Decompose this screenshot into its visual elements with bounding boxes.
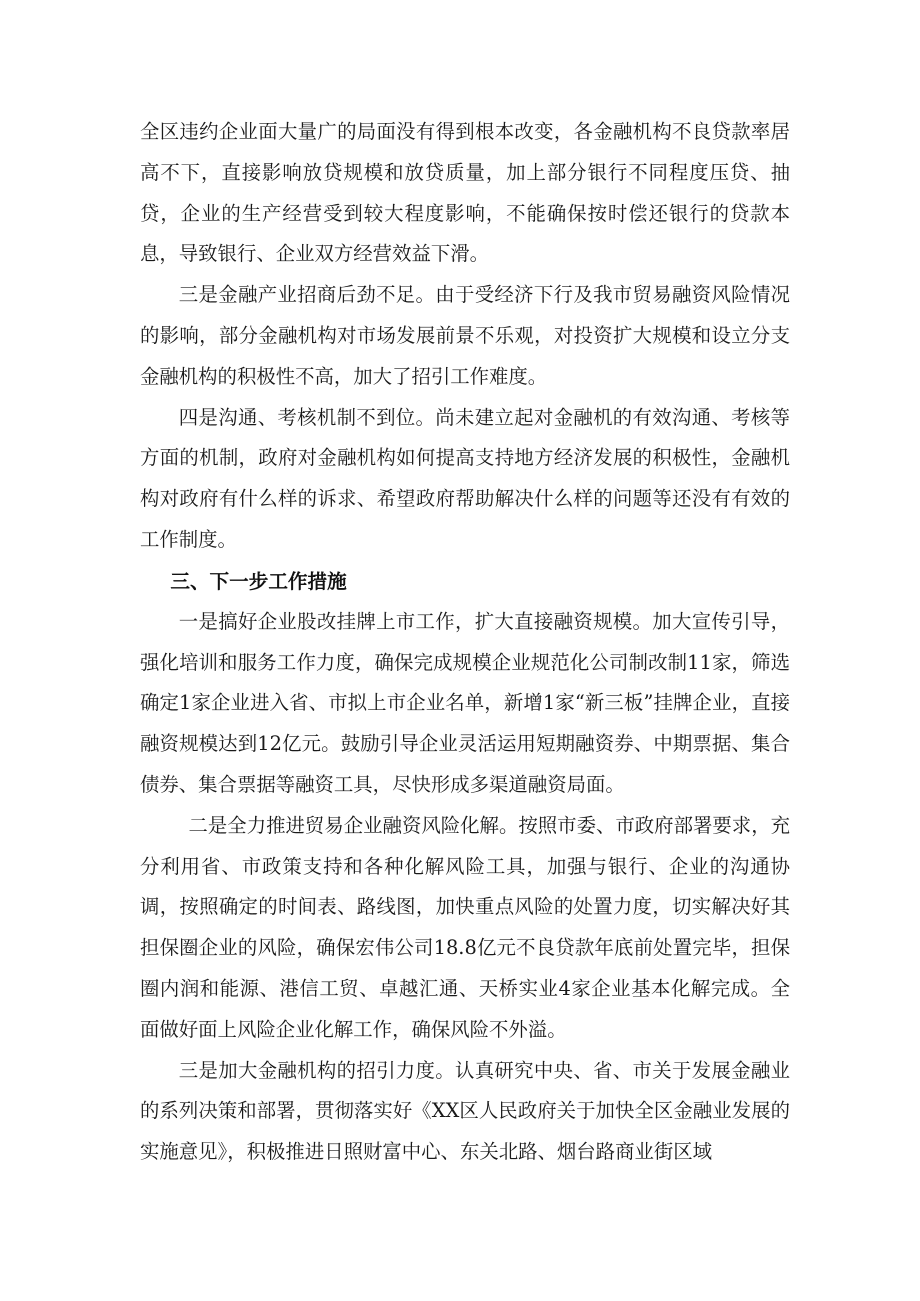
section-heading: 三、下一步工作措施 xyxy=(170,569,347,593)
paragraph-continued: 全区违约企业面大量广的局面没有得到根本改变，各金融机构不良贷款率居高不下，直接影响放贷规模和放贷质量，加上部分银行不同程度压贷、抽贷，企业的生产经营受到较大程度影响，不能确保按时偿还银行的贷款本息，导致银行、企业双方经营效益下滑。 xyxy=(140,120,790,266)
measure-two: 二是全力推进贸易企业融资风险化解。按照市委、市政府部署要求，充分利用省、市政策支持和各种化解风险工具，加强与银行、企业的沟通协调，按照确定的时间表、路线图，加快重点风险的处置力度，切实解决好其担保圈企业的风险，确保宏伟公司18.8亿元不良贷款年底前处置完毕，担保圈内润和能源、港信工贸、卓越汇通、天桥实业4家企业基本化解完成。全面做好面上风险企业化解工作，确保风险不外溢。 xyxy=(140,813,790,1041)
measure-three: 三是加大金融机构的招引力度。认真研究中央、省、市关于发展金融业的系列决策和部署，贯彻落实好《XX区人民政府关于加快全区金融业发展的实施意见》，积极推进日照财富中心、东关北路、烟台路商业街区域 xyxy=(140,1058,790,1164)
measure-one: 一是搞好企业股改挂牌上市工作，扩大直接融资规模。加大宣传引导，强化培训和服务工作力度，确保完成规模企业规范化公司制改制11家，筛选确定1家企业进入省、市拟上市企业名单，新增1家“新三板”挂牌企业，直接融资规模达到12亿元。鼓励引导企业灵活运用短期融资券、中期票据、集合债券、集合票据等融资工具，尽快形成多渠道融资局面。 xyxy=(140,609,790,796)
document-body xyxy=(140,112,790,1173)
paragraph-point-three: 三是金融产业招商后劲不足。由于受经济下行及我市贸易融资风险情况的影响，部分金融机构对市场发展前景不乐观，对投资扩大规模和设立分支金融机构的积极性不高，加大了招引工作难度。 xyxy=(140,283,790,388)
paragraph-point-four: 四是沟通、考核机制不到位。尚未建立起对金融机的有效沟通、考核等方面的机制，政府对金融机构如何提高支持地方经济发展的积极性，金融机构对政府有什么样的诉求、希望政府帮助解决什么样的问题等还没有有效的工作制度。 xyxy=(140,405,790,551)
